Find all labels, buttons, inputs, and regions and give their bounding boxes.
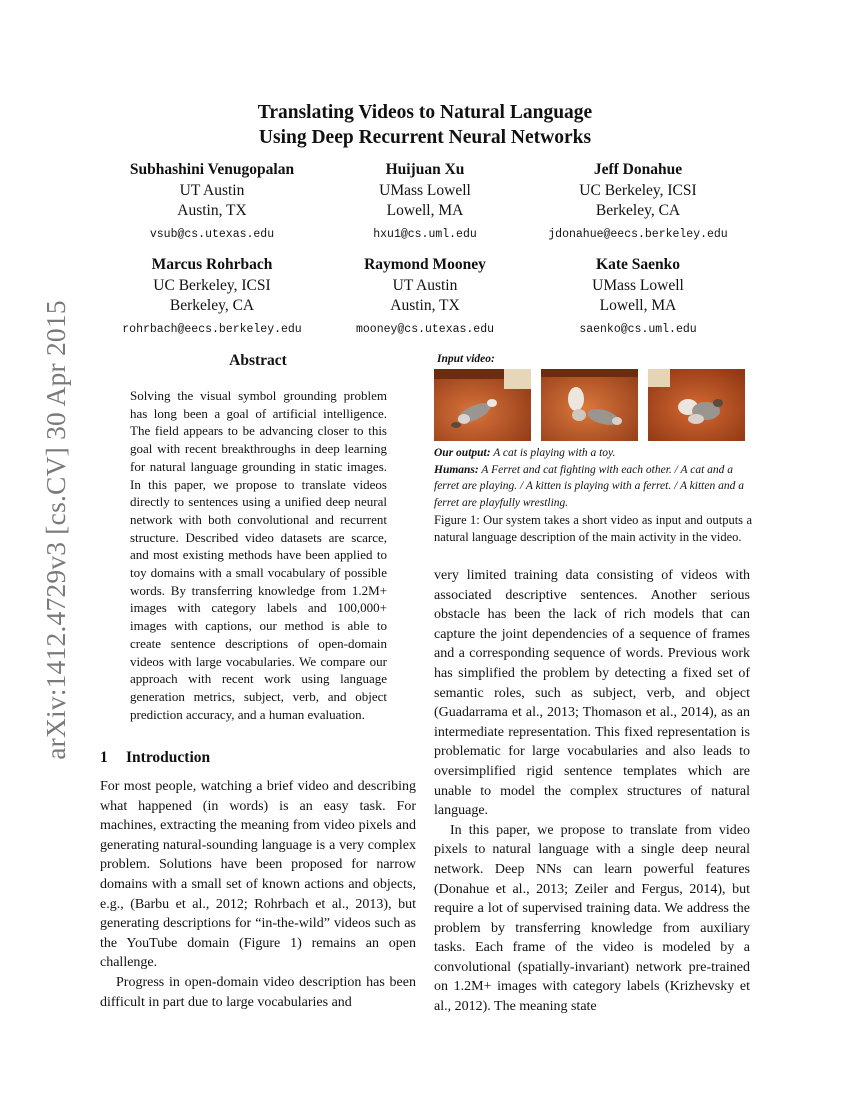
figure-human-output bbox=[434, 462, 752, 512]
author-email[interactable]: saenko@cs.uml.edu bbox=[579, 322, 697, 336]
paper-title bbox=[0, 100, 850, 150]
author-name: Raymond Mooney bbox=[364, 256, 486, 273]
author-affiliation: UC Berkeley, ICSI bbox=[579, 181, 697, 199]
title-line-1: Translating Videos to Natural Language bbox=[257, 102, 593, 123]
output-sentence: A cat is playing with a toy. bbox=[493, 447, 616, 459]
author-affiliation: UT Austin bbox=[392, 276, 458, 294]
author-name: Subhashini Venugopalan bbox=[129, 161, 295, 178]
title-line-2: Using Deep Recurrent Neural Networks bbox=[258, 127, 592, 148]
humans-label: Humans: bbox=[434, 463, 479, 476]
video-frame-1 bbox=[434, 369, 531, 441]
author-location: Austin, TX bbox=[390, 297, 460, 314]
author-email[interactable]: mooney@cs.utexas.edu bbox=[355, 322, 495, 336]
human-sentences: A Ferret and cat fighting with each other. / A cat and a ferret are playing. / A kitten is playing with a ferret. / A kitten and a ferret are playfully wrestling. bbox=[434, 463, 744, 509]
author-email[interactable]: vsub@cs.utexas.edu bbox=[149, 227, 275, 241]
figure-our-output bbox=[434, 445, 752, 462]
abstract-text: Solving the visual symbol grounding problem has long been a goal of artificial intelligence. The field appears to be advancing closer to this goal with recent breakthroughs in deep learning for natural language grounding in static images. In this paper, we propose to translate videos directly to sentences using a unified deep neural network with both convolutional and recurrent structure. Described video datasets are scarce, and most existing methods have been applied to toy domains with a small vocabulary of possible words. By transferring knowledge from 1.2M+ images with category labels and 100,000+ images with captions, our method is able to create sentence descriptions of open-domain videos with large vocabularies. We compare our approach with recent work using language generation metrics, subject, verb, and object prediction accuracy, and a human evaluation. bbox=[130, 388, 387, 722]
intro-right-column bbox=[434, 566, 750, 1017]
arxiv-identifier: arXiv:1412.4729v3 [cs.CV] 30 Apr 2015 bbox=[40, 300, 71, 760]
video-frame-3 bbox=[648, 369, 745, 441]
author-email[interactable]: rohrbach@eecs.berkeley.edu bbox=[122, 322, 302, 336]
figure-input-label: Input video: bbox=[437, 353, 495, 365]
author-location: Lowell, MA bbox=[599, 297, 677, 314]
section-title: Introduction bbox=[126, 749, 211, 766]
author-email[interactable]: jdonahue@eecs.berkeley.edu bbox=[548, 227, 728, 241]
author-name: Marcus Rohrbach bbox=[151, 256, 273, 273]
author-block bbox=[513, 160, 763, 245]
figure-output-text bbox=[434, 445, 752, 511]
author-location: Berkeley, CA bbox=[595, 202, 681, 219]
author-name: Kate Saenko bbox=[596, 256, 680, 273]
author-name: Jeff Donahue bbox=[593, 161, 683, 178]
section-number: 1 bbox=[100, 749, 108, 766]
author-location: Austin, TX bbox=[177, 202, 247, 219]
author-name: Huijuan Xu bbox=[385, 161, 465, 178]
body-paragraph: In this paper, we propose to translate from video pixels to natural language with a single deep neural network. Deep NNs can learn powerful features (Donahue et al., 2013; Zeiler and Fergus, 2014), but require a lot of supervised training data. We address the problem by transferring knowledge from auxiliary tasks. Each frame of the video is modeled by a convolutional (spatially-invariant) network pre-trained on 1.2M+ images with category labels (Krizhevsky et al., 2012). The meaning state bbox=[434, 822, 750, 1015]
author-affiliation: UT Austin bbox=[179, 181, 245, 199]
body-paragraph: very limited training data consisting of videos with associated descriptive sentences. Another serious obstacle has been the lack of rich models that can capture the joint dependencies of a sequence of frames and a corresponding sequence of words. Previous work has simplified the problem by detecting a fixed set of semantic roles, such as subject, verb, and object (Guadarrama et al., 2013; Thomason et al., 2014), as an intermediate representation. This fixed representation is problematic for large vocabularies and also leads to oversimplified rigid sentence templates which are unable to model the complex structures of natural language. bbox=[434, 568, 750, 819]
author-location: Berkeley, CA bbox=[169, 297, 255, 314]
author-affiliation: UMass Lowell bbox=[592, 276, 684, 294]
intro-left-column bbox=[100, 777, 416, 1012]
author-affiliation: UC Berkeley, ICSI bbox=[153, 276, 271, 294]
author-block bbox=[513, 255, 763, 340]
output-label: Our output: bbox=[434, 447, 491, 459]
section-heading bbox=[100, 749, 210, 767]
abstract-heading: Abstract bbox=[229, 352, 287, 369]
author-affiliation: UMass Lowell bbox=[379, 181, 471, 199]
body-paragraph: For most people, watching a brief video and describing what happened (in words) is an easy task. For machines, extracting the meaning from video pixels and generating natural-sounding language is a very complex problem. Solutions have been proposed for narrow domains with a small set of known actions and objects, e.g., (Barbu et al., 2012; Rohrbach et al., 2013), but generating descriptions for “in-the-wild” videos such as the YouTube domain (Figure 1) remains an open challenge. bbox=[100, 779, 416, 971]
body-paragraph: Progress in open-domain video description has been difficult in part due to large vocabularies and bbox=[100, 974, 416, 1010]
video-frame-2 bbox=[541, 369, 638, 441]
author-location: Lowell, MA bbox=[386, 202, 464, 219]
figure-caption: Figure 1: Our system takes a short video as input and outputs a natural language description of the main activity in the video. bbox=[434, 513, 752, 544]
author-email[interactable]: hxu1@cs.uml.edu bbox=[373, 227, 477, 241]
